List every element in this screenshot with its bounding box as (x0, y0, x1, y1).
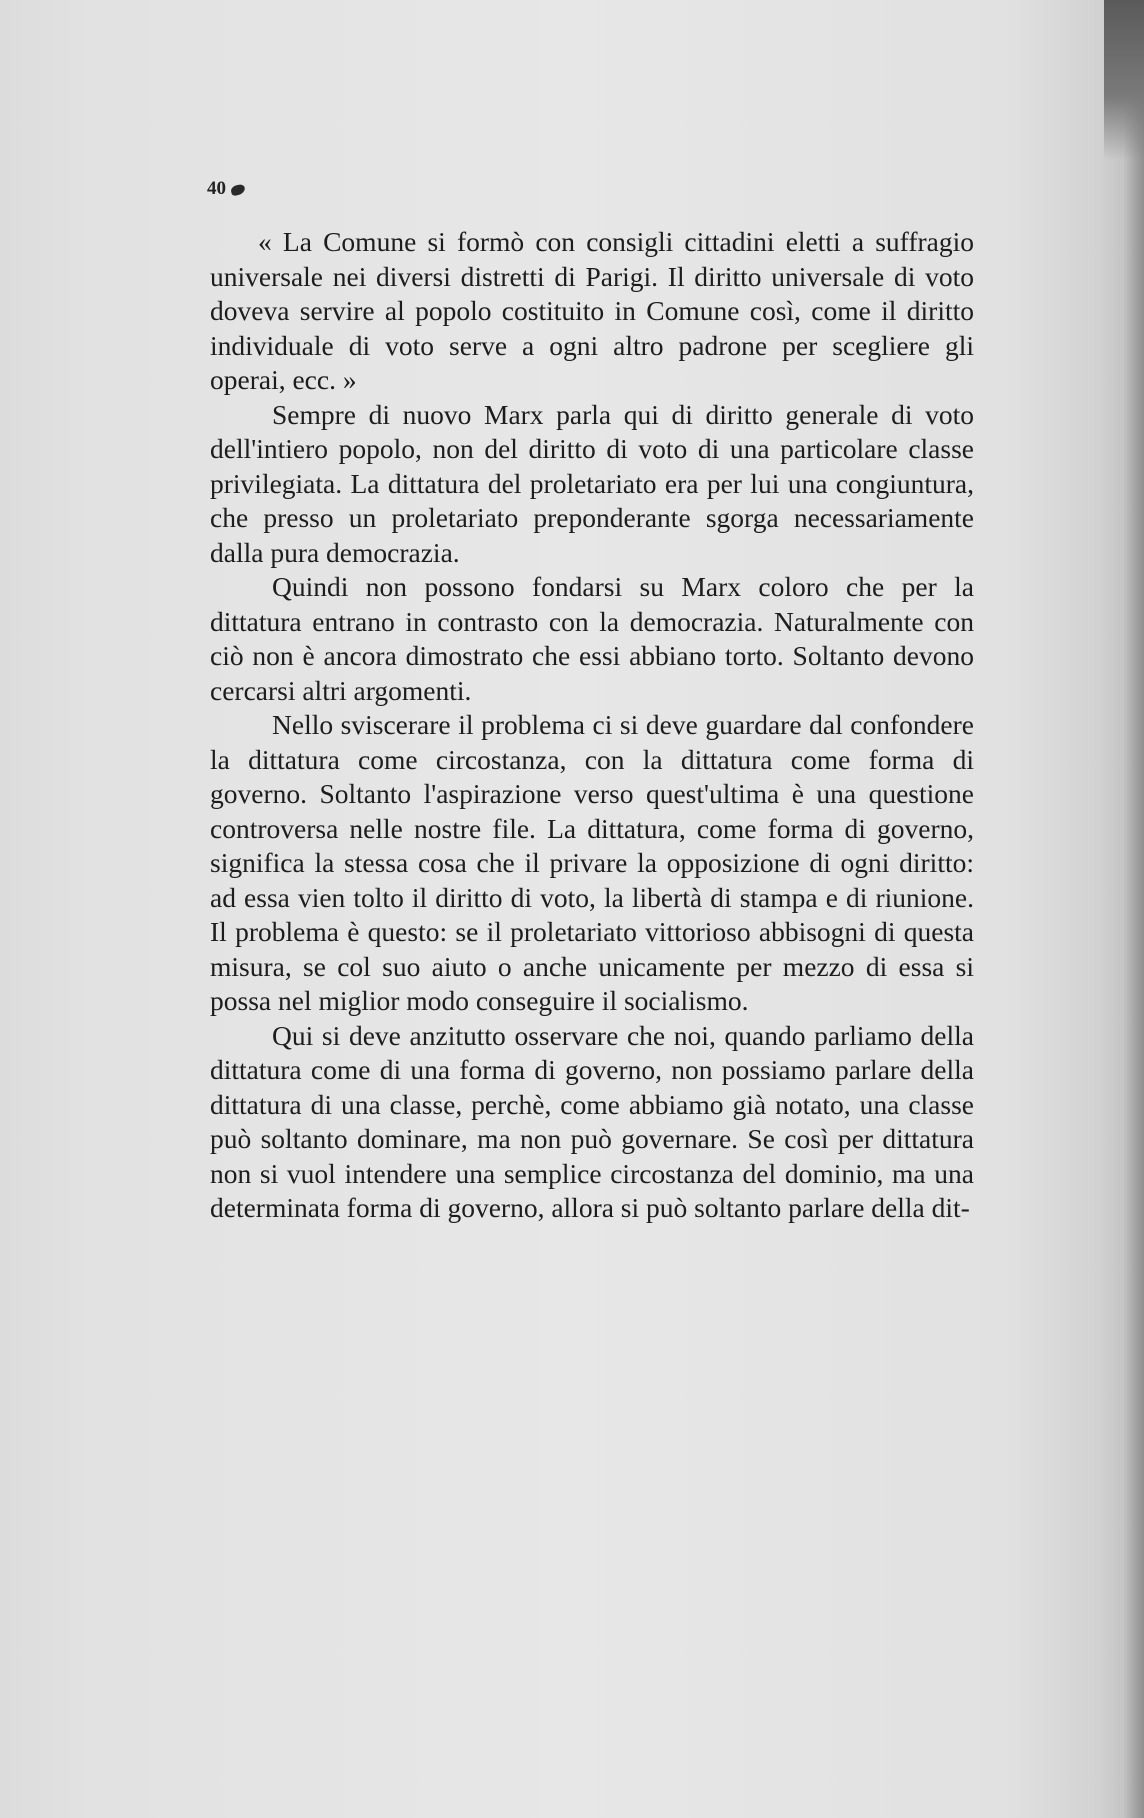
body-text (210, 225, 974, 1226)
page-number-header (207, 178, 245, 200)
page-number: 40 (207, 178, 226, 199)
page-edge-shadow (1122, 0, 1144, 1818)
page-corner-shadow (1104, 0, 1144, 160)
paragraph: Qui si deve anzitutto osservare che noi, quando parliamo della dittatura come di una forma di governo, non possiamo parlare della dittatura di una classe, perchè, come abbiamo già notato, una classe può soltanto dominare, ma non può governare. Se così per dittatura non si vuol intendere una semplice circostanza del dominio, ma una determinata forma di governo, allora si può soltanto parlare della dit- (210, 1019, 974, 1223)
paragraph: Sempre di nuovo Marx parla qui di diritto generale di voto dell'intiero popolo, non del diritto di voto di una particolare classe privilegiata. La dittatura del proletariato era per lui una congiuntura, che presso un proletariato preponderante sgorga necessariamente dalla pura democrazia. (210, 398, 974, 568)
printer-ornament-icon (230, 183, 246, 196)
paragraph-quote: « La Comune si formò con consigli cittadini eletti a suffragio universale nei diversi distretti di Parigi. Il diritto universale di voto doveva servire al popolo costituito in Comune così, come il diritto individuale di voto serve a ogni altro padrone per scegliere gli operai, ecc. » (210, 226, 974, 395)
paragraph: Nello sviscerare il problema ci si deve guardare dal confondere la dittatura come circostanza, con la dittatura come forma di governo. Soltanto l'aspirazione verso quest'ultima è una questione controversa nelle nostre file. La dittatura, come forma di governo, significa la stessa cosa che il privare la opposizione di ogni diritto: ad essa vien tolto il diritto di voto, la libertà di stampa e di riunione. Il problema è questo: se il proletariato vittorioso abbisogni di questa misura, se col suo aiuto o anche unicamente per mezzo di essa si possa nel miglior modo conseguire il socialismo. (210, 709, 974, 1016)
paragraph: Quindi non possono fondarsi su Marx coloro che per la dittatura entrano in contrasto con la democrazia. Naturalmente con ciò non è ancora dimostrato che essi abbiano torto. Soltanto devono cercarsi altri argomenti. (210, 571, 974, 706)
